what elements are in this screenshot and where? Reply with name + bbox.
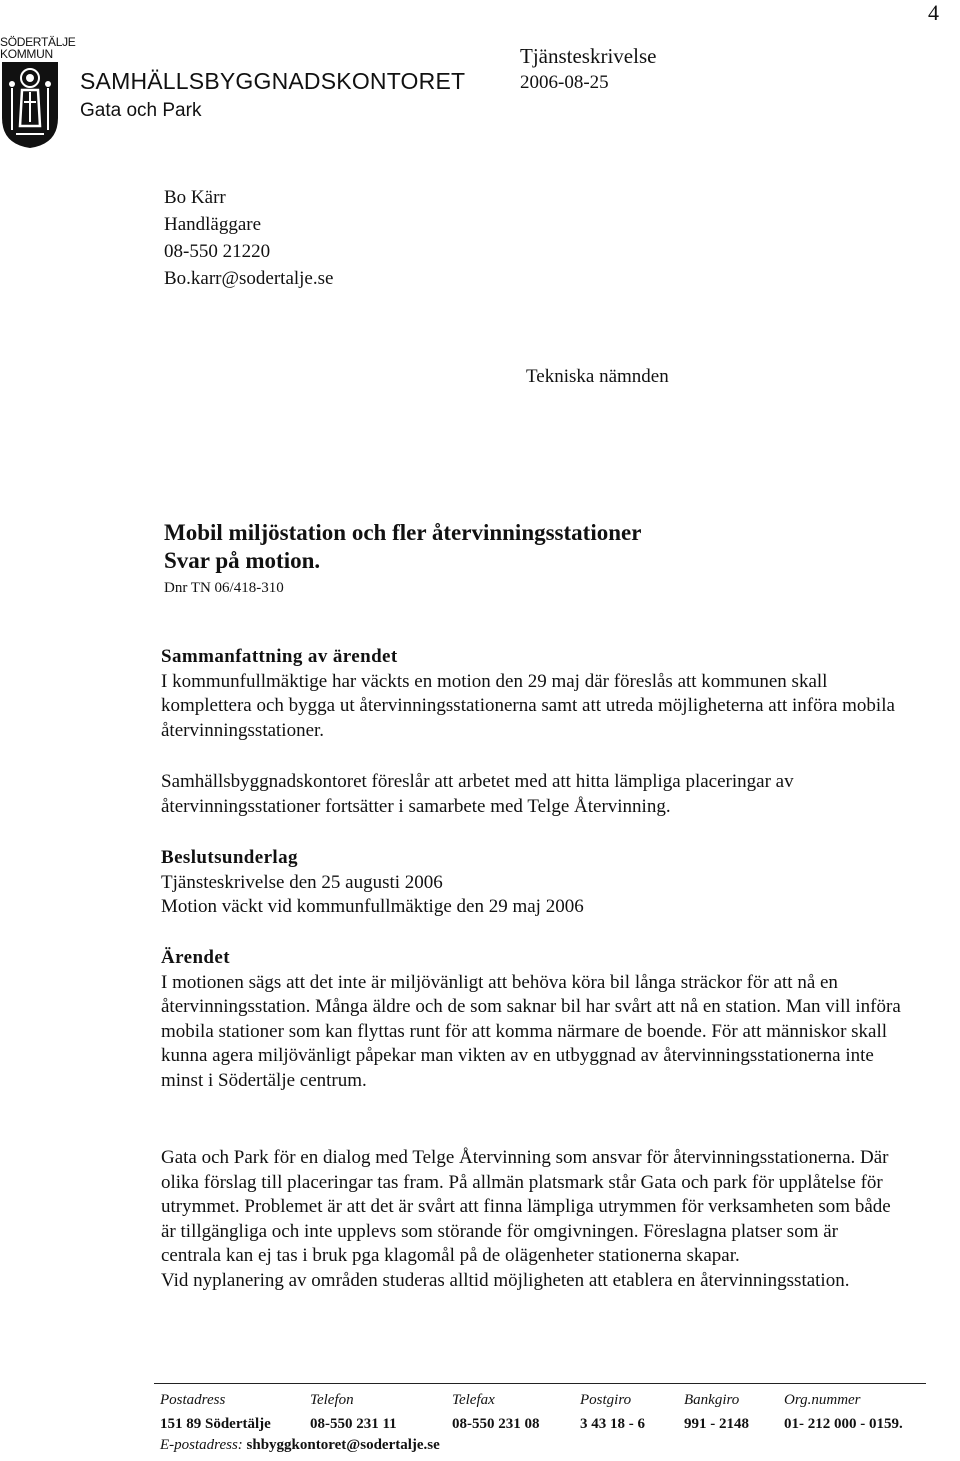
footer-col-postgiro (580, 1389, 645, 1433)
footer-value: 01- 212 000 - 0159. (784, 1416, 903, 1432)
document-type: Tjänsteskrivelse (520, 44, 657, 68)
logo-text (0, 36, 75, 60)
basis-section (161, 846, 901, 920)
footer-label: Postgiro (580, 1392, 632, 1408)
logo-line-1: SÖDERTÄLJE (0, 35, 76, 49)
recipient: Tekniska nämnden (526, 366, 669, 387)
footer-value: 08-550 231 08 (452, 1416, 540, 1432)
gata-text-2: Vid nyplanering av områden studeras alltid möjligheten att etablera en återvinningsstation. (161, 1269, 850, 1291)
footer-value: 151 89 Södertälje (160, 1416, 271, 1432)
footer-value: 3 43 18 - 6 (580, 1416, 645, 1432)
department-name: SAMHÄLLSBYGGNADSKONTORET (80, 68, 466, 94)
document-date: 2006-08-25 (520, 72, 609, 93)
matter-heading: Ärendet (161, 947, 230, 968)
basis-item-1: Tjänsteskrivelse den 25 augusti 2006 (161, 871, 443, 893)
proposal-text: Samhällsbyggnadskontoret föreslår att arbetet med att hitta lämpliga placeringar av återvinningsstationer fortsätter i samarbete med Telge Återvinning. (161, 771, 794, 817)
contact-role: Handläggare (164, 214, 262, 235)
footer-col-orgnummer (784, 1389, 903, 1433)
gata-section (161, 1146, 901, 1293)
contact-email: Bo.karr@sodertalje.se (164, 268, 334, 289)
subject-heading (164, 519, 641, 575)
reference-number: Dnr TN 06/418-310 (164, 580, 284, 596)
footer-divider (154, 1383, 926, 1384)
gata-text: Gata och Park för en dialog med Telge Återvinning som ansvar för återvinningsstationerna. Där olika förslag till placeringar tas fram. På allmän platsmark står Gata och park för upplåtelse för utrymmet. Problemet är att det är svårt att finna lämpliga utrymmen för verksamheten som både är tillgängliga och inte upplevs som störande för omgivningen. Föreslagna platser som är centrala kan ej tas i bruk pga klagomål på de olägenheter stationerna skapar. (161, 1147, 891, 1266)
basis-item-2: Motion väckt vid kommunfullmäktige den 29 maj 2006 (161, 896, 584, 917)
footer-col-bankgiro (684, 1389, 749, 1433)
unit-name: Gata och Park (80, 100, 202, 121)
page-number: 4 (928, 0, 939, 25)
footer-label: Bankgiro (684, 1392, 740, 1408)
footer-label: Postadress (160, 1392, 226, 1408)
footer-col-telefax (452, 1389, 540, 1433)
subject-line-2: Svar på motion. (164, 548, 321, 573)
summary-heading: Sammanfattning av ärendet (161, 646, 398, 667)
footer-col-telefon (310, 1389, 397, 1433)
subject-line-1: Mobil miljöstation och fler återvinningsstationer (164, 520, 642, 545)
footer-email-label: E-postadress: (160, 1437, 243, 1453)
summary-text: I kommunfullmäktige har väckts en motion den 29 maj där föreslås att kommunen skall komplettera och bygga ut återvinningsstationerna samt att utreda möjligheterna att införa mobila återvinningsstationer. (161, 670, 895, 741)
footer-email-value: shbyggkontoret@sodertalje.se (246, 1437, 440, 1453)
footer-email (160, 1437, 440, 1454)
proposal-section (161, 770, 901, 819)
footer-label: Org.nummer (784, 1392, 861, 1408)
footer-value: 08-550 231 11 (310, 1416, 397, 1432)
footer-col-postadress (160, 1389, 271, 1433)
matter-text: I motionen sägs att det inte är miljövänligt att behöva köra bil långa sträckor för att nå en återvinningsstation. Många äldre och de som saknar bil har svårt att nå en station. Man vill införa mobila stationer som kan flyttas runt för att komma närmare de boende. För att människor skall kunna agera miljövänligt påpekar man vikten av en utbyggnad av återvinningsstationerna inte minst i Södertälje centrum. (161, 971, 901, 1091)
contact-name: Bo Kärr (164, 187, 226, 208)
logo-line-2: KOMMUN (0, 47, 53, 61)
footer-label: Telefax (452, 1392, 495, 1408)
municipality-emblem-icon (0, 60, 62, 150)
footer-label: Telefon (310, 1392, 354, 1408)
basis-heading: Beslutsunderlag (161, 847, 298, 868)
contact-block (164, 184, 333, 292)
contact-phone: 08-550 21220 (164, 241, 271, 262)
matter-section (161, 946, 901, 1093)
summary-section (161, 645, 901, 743)
footer-value: 991 - 2148 (684, 1416, 749, 1432)
